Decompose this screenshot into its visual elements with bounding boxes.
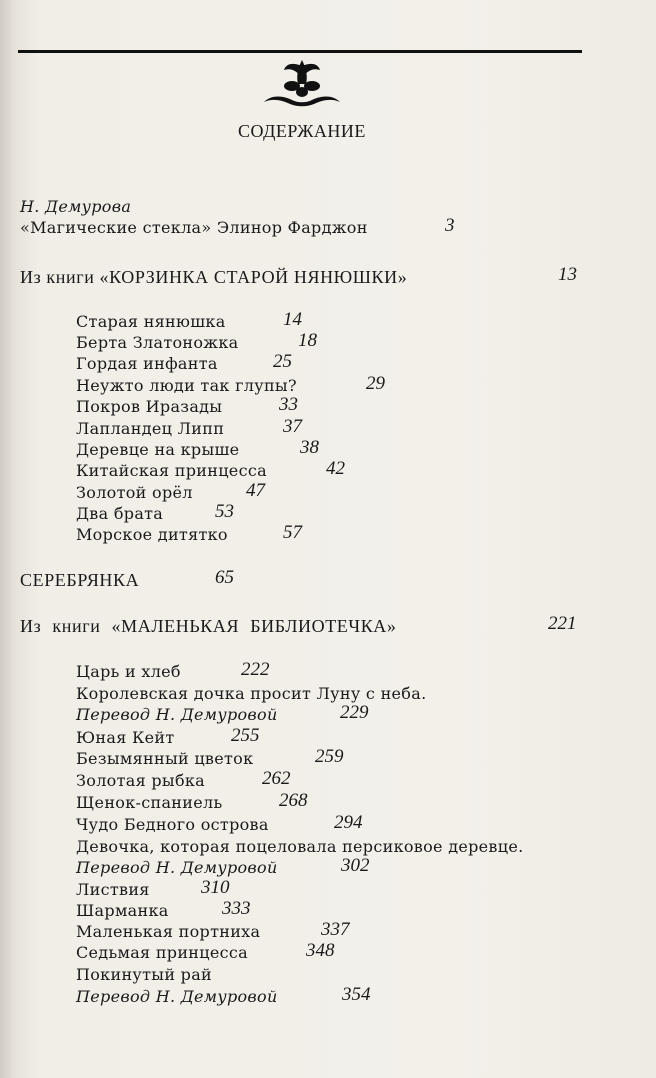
toc-entry-title: Юная Кейт: [76, 728, 175, 747]
toc-entry-title: Старая нянюшка: [76, 312, 226, 331]
toc-entry-title: Деревце на крыше: [76, 440, 240, 459]
toc-entry-title: Золотая рыбка: [76, 771, 206, 790]
intro-title: «Магические стекла» Элинор Фарджон: [20, 218, 368, 237]
toc-entry-page: 255: [231, 725, 260, 746]
toc-entry-page: 25: [273, 351, 292, 372]
toc-entry-title: Лапландец Липп: [76, 419, 225, 438]
toc-entry-title: Покинутый рай: [76, 965, 213, 984]
toc-entry-page: 29: [366, 373, 385, 394]
toc-entry-title: Китайская принцесса: [76, 461, 267, 480]
toc-entry-title: Щенок-спаниель: [76, 793, 223, 812]
toc-entry-title: Листвия: [76, 880, 150, 899]
toc-entry-page: 222: [241, 659, 270, 680]
toc-entry-title: Гордая инфанта: [76, 354, 218, 373]
section-page: 65: [215, 567, 234, 588]
toc-entry-page: 38: [300, 437, 319, 458]
section-heading: СЕРЕБРЯНКА: [20, 570, 140, 590]
toc-entry-page: 302: [341, 855, 370, 876]
toc-entry-title: Неужто люди так глупы?: [76, 376, 297, 395]
toc-entry-title: Чудо Бедного острова: [76, 815, 269, 834]
toc-entry-title: Королевская дочка просит Луну с неба.: [76, 684, 427, 703]
toc-entry-page: 47: [246, 480, 265, 501]
toc-entry-page: 57: [283, 522, 302, 543]
toc-entry-title: Берта Златоножка: [76, 333, 239, 352]
section-page: 13: [558, 264, 577, 285]
section-heading: Из книги «МАЛЕНЬКАЯ БИБЛИОТЕЧКА»: [20, 616, 397, 636]
toc-entry-page: 294: [334, 812, 363, 833]
toc-entry-page: 333: [222, 898, 251, 919]
toc-entry-title: Два брата: [76, 504, 164, 523]
toc-entry-title: Перевод Н. Демуровой: [76, 705, 278, 724]
top-rule: [18, 50, 582, 53]
toc-entry-title: Царь и хлеб: [76, 662, 181, 681]
toc-entry-title: Маленькая портниха: [76, 922, 261, 941]
toc-entry-page: 37: [283, 416, 302, 437]
toc-entry-page: 268: [279, 790, 308, 811]
toc-entry-page: 229: [340, 702, 369, 723]
toc-entry-title: Перевод Н. Демуровой: [76, 987, 278, 1006]
section-page: 221: [548, 613, 577, 634]
intro-page: 3: [445, 215, 455, 236]
toc-entry-title: Морское дитятко: [76, 525, 228, 544]
toc-entry-page: 348: [306, 940, 335, 961]
toc-entry-page: 337: [321, 919, 350, 940]
toc-entry-title: Золотой орёл: [76, 483, 193, 502]
toc-entry-page: 53: [215, 501, 234, 522]
toc-entry-page: 262: [262, 768, 291, 789]
intro-author: Н. Демурова: [20, 197, 132, 216]
toc-entry-page: 33: [279, 394, 298, 415]
toc-entry-title: Шарманка: [76, 901, 169, 920]
toc-entry-page: 42: [326, 458, 345, 479]
toc-entry-title: Безымянный цветок: [76, 749, 254, 768]
toc-entry-title: Девочка, которая поцеловала персиковое деревце.: [76, 837, 524, 856]
toc-entry-page: 18: [298, 330, 317, 351]
ornament-icon: [262, 58, 342, 108]
toc-entry-page: 354: [342, 984, 371, 1005]
toc-entry-page: 310: [201, 877, 230, 898]
toc-entry-title: Перевод Н. Демуровой: [76, 858, 278, 877]
toc-entry-page: 259: [315, 746, 344, 767]
section-heading: Из книги «КОРЗИНКА СТАРОЙ НЯНЮШКИ»: [20, 267, 408, 287]
toc-entry-page: 14: [283, 309, 302, 330]
page-title: СОДЕРЖАНИЕ: [238, 121, 366, 141]
toc-entry-title: Седьмая принцесса: [76, 943, 248, 962]
toc-entry-title: Покров Иразады: [76, 397, 223, 416]
